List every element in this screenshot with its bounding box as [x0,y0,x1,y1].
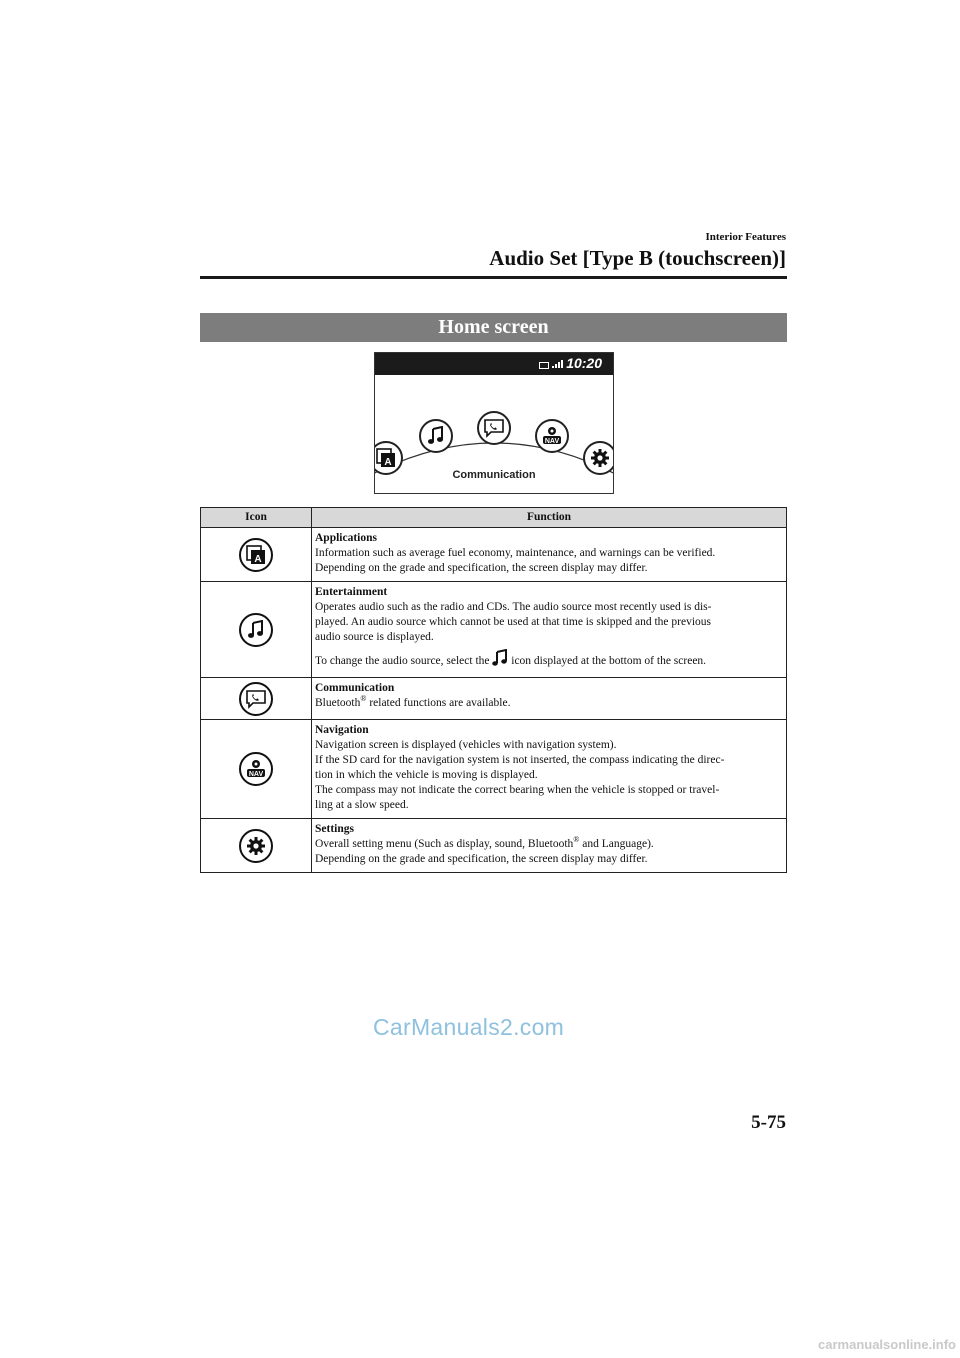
function-title: Applications [315,532,377,544]
communication-icon [239,682,273,716]
communication-icon[interactable] [477,411,511,445]
function-text: Navigation screen is displayed (vehicles with navigation system). [315,739,617,751]
music-note-icon[interactable] [419,419,453,453]
function-text: played. An audio source which cannot be used at that time is skipped and the previous [315,616,712,628]
function-text: The compass may not indicate the correct bearing when the vehicle is stopped or travel- [315,784,720,796]
navigation-icon[interactable] [535,419,569,453]
table-header-row [201,508,787,528]
function-text: Depending on the grade and specification, the screen display may differ. [315,853,648,865]
header-rule [200,276,787,279]
column-header-function: Function [312,508,787,528]
screen-label: Communication [452,469,536,481]
svg-text:A: A [254,553,262,565]
page-number: 5-75 [751,1112,786,1133]
svg-text:NAV: NAV [248,771,264,778]
page-title: Audio Set [Type B (touchscreen)] [489,246,786,270]
function-text: audio source is displayed. [315,631,434,643]
svg-text:NAV: NAV [544,438,560,445]
function-text: Overall setting menu (Such as display, sound, Bluetooth® and Language). [315,835,654,850]
column-header-icon: Icon [201,508,312,528]
table-row [201,720,787,819]
function-text: Information such as average fuel economy, maintenance, and warnings can be verified. [315,547,716,559]
function-text: If the SD card for the navigation system is not inserted, the compass indicating the direc- [315,754,725,766]
icon-function-table [200,507,787,873]
table-row [201,678,787,720]
music-note-icon [239,613,273,647]
clock-time: 10:20 [566,355,602,371]
table-row [201,819,787,873]
music-note-icon [492,649,508,672]
function-text: ling at a slow speed. [315,799,409,811]
home-screen-illustration [374,352,614,494]
table-row [201,528,787,582]
note-text: To change the audio source, select the [315,655,490,667]
note-text: icon displayed at the bottom of the screen. [511,655,707,667]
function-title: Communication [315,682,395,694]
table-row [201,582,787,678]
function-text: Operates audio such as the radio and CDs. The audio source most recently used is dis- [315,601,712,613]
gear-icon [239,829,273,863]
section-label: Interior Features [705,231,786,243]
function-text: Bluetooth® related functions are available. [315,694,511,709]
function-text: tion in which the vehicle is moving is displayed. [315,769,538,781]
function-note [315,649,780,672]
function-title: Entertainment [315,586,388,598]
section-banner: Home screen [200,313,787,342]
function-title: Settings [315,823,354,835]
navigation-icon [239,752,273,786]
footer-watermark: carmanualsonline.info [818,1337,956,1352]
applications-icon [239,538,273,572]
function-title: Navigation [315,724,369,736]
watermark-logo[interactable]: CarManuals2.com [373,1014,565,1040]
function-text: Depending on the grade and specification, the screen display may differ. [315,562,648,574]
svg-text:A: A [384,457,392,468]
